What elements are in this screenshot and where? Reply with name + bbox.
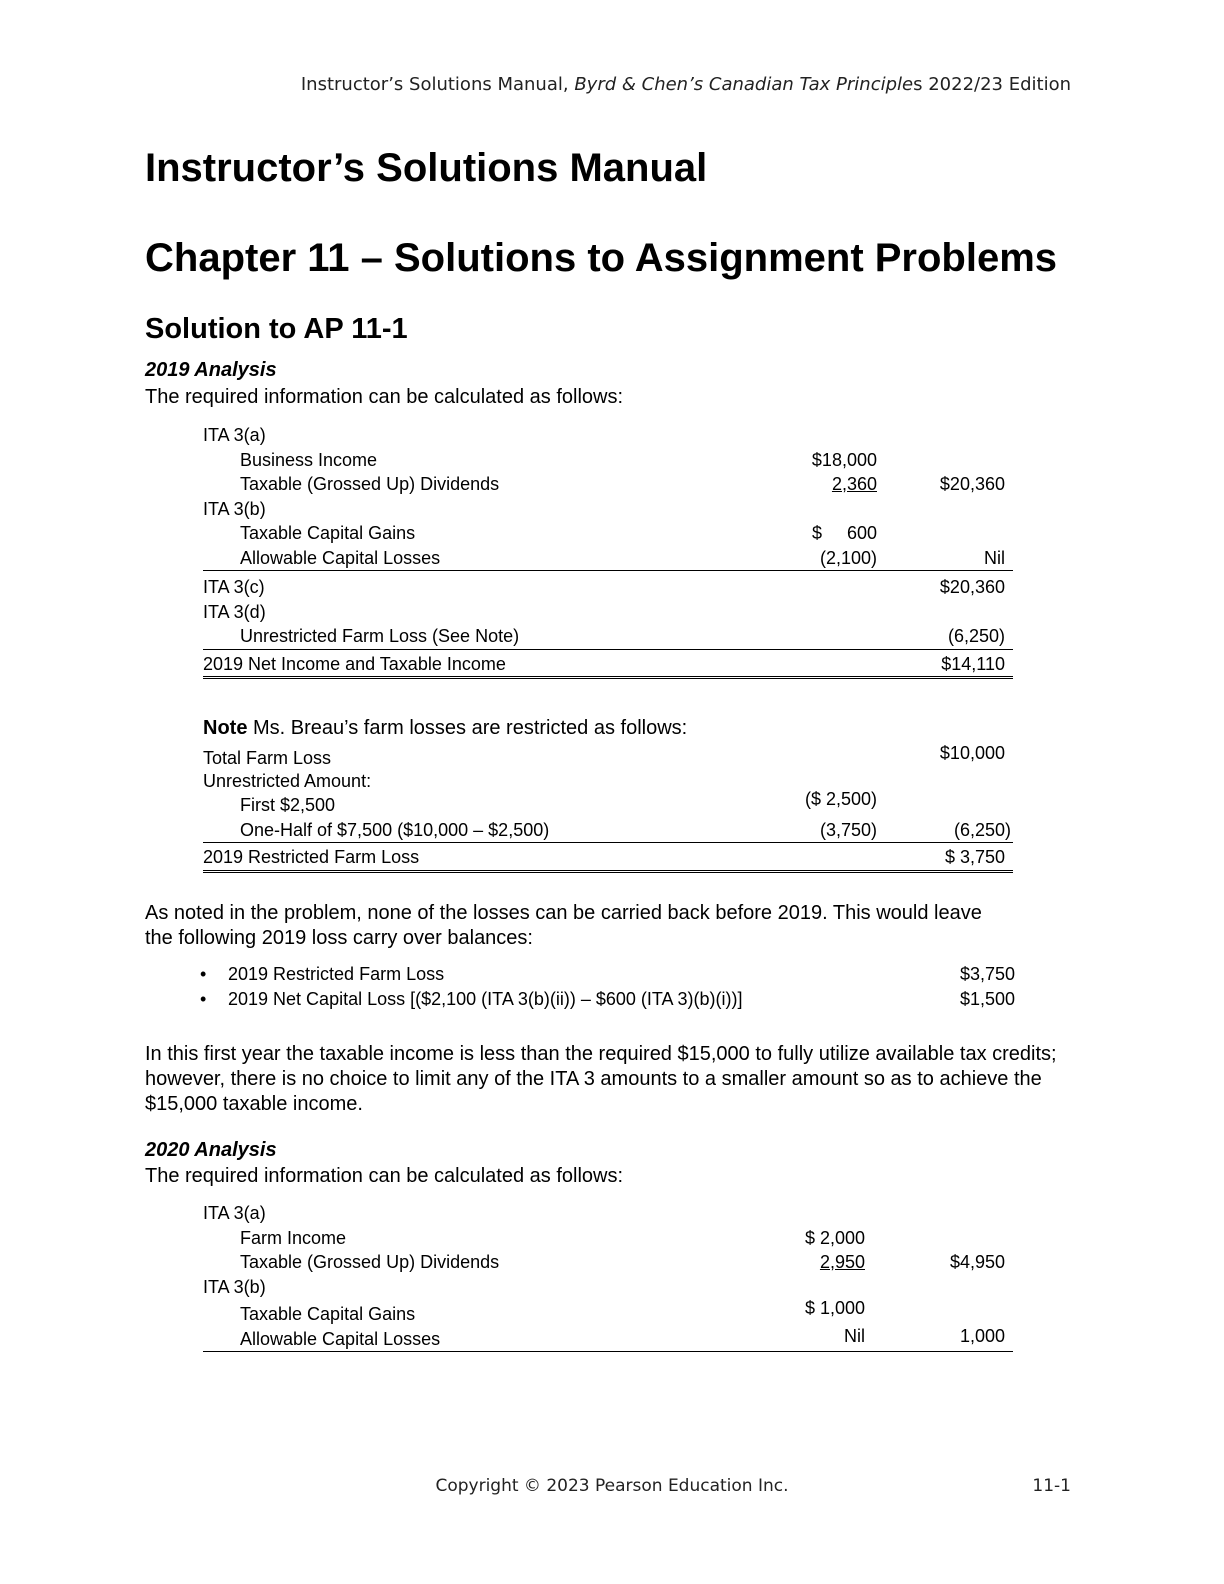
table-2019-analysis	[203, 423, 1013, 679]
manual-title: Instructor’s Solutions Manual	[145, 146, 708, 190]
header-prefix: Instructor’s Solutions Manual,	[300, 74, 575, 95]
row-value-col1: $18,000	[811, 449, 877, 470]
row-value-col1: (2,100)	[819, 547, 877, 568]
row-value-col1: $ 1,000	[804, 1298, 865, 1318]
row-label: Unrestricted Farm Loss (See Note)	[240, 626, 520, 646]
table-row	[203, 521, 1013, 546]
table-row	[203, 769, 1013, 794]
table-row	[203, 546, 1013, 572]
row-value-col1: 2,360	[831, 474, 877, 494]
row-label: Total Farm Loss	[203, 748, 332, 768]
row-label: ITA 3(b)	[203, 1276, 266, 1297]
row-label: Taxable Capital Gains	[240, 1304, 416, 1324]
table-row	[203, 600, 1013, 625]
row-label: Farm Income	[240, 1227, 347, 1248]
row-label: Unrestricted Amount:	[203, 770, 372, 791]
table-row	[203, 575, 1013, 600]
row-value-col2: 1,000	[959, 1325, 1005, 1346]
row-value-col2: (6,250)	[947, 626, 1005, 646]
chapter-title: Chapter 11 – Solutions to Assignment Problems	[145, 236, 1058, 280]
row-value-col1: $ 2,000	[804, 1227, 865, 1248]
row-value-col2: $10,000	[939, 743, 1005, 763]
row-label: ITA 3(c)	[203, 577, 265, 597]
table-row	[203, 1324, 1013, 1352]
row-label: 2019 Restricted Farm Loss	[203, 847, 420, 867]
note-text: Ms. Breau’s farm losses are restricted as follows:	[247, 717, 688, 739]
solution-title: Solution to AP 11-1	[145, 313, 408, 345]
intro-2020: The required information can be calculated as follows:	[145, 1165, 624, 1187]
table-farm-loss	[203, 744, 1013, 873]
row-label: ITA 3(b)	[203, 498, 266, 519]
header-book-title: Byrd & Chen’s Canadian Tax Principle	[574, 74, 914, 95]
header-suffix: s 2022/23 Edition	[913, 74, 1071, 95]
row-value-col1: $ 600	[811, 523, 877, 543]
note-paragraph	[203, 716, 1013, 741]
table-row	[203, 652, 1013, 680]
row-value-col2: $14,110	[941, 653, 1005, 674]
table-row	[203, 624, 1013, 650]
row-value-col1: ($ 2,500)	[804, 789, 877, 809]
row-value-col2: (6,250)	[953, 819, 1011, 840]
bullet-icon: •	[200, 964, 207, 984]
intro-2019: The required information can be calculated as follows:	[145, 386, 624, 408]
footer-page-number: 11-1	[1032, 1476, 1071, 1496]
carryover-list	[200, 962, 1015, 1012]
table-row	[203, 497, 1013, 522]
row-label: Allowable Capital Losses	[240, 1328, 441, 1349]
row-label: First $2,500	[240, 795, 336, 815]
table-row	[203, 743, 1013, 771]
row-label: Business Income	[240, 449, 378, 470]
list-item-amount: $3,750	[959, 964, 1015, 984]
table-row	[203, 1299, 1013, 1324]
row-value-col2: $20,360	[939, 577, 1005, 597]
table-row	[203, 1275, 1013, 1300]
list-item	[200, 987, 1015, 1012]
list-item-amount: $1,500	[959, 989, 1015, 1009]
table-row	[203, 1201, 1013, 1226]
table-row	[203, 1226, 1013, 1251]
footer-copyright: Copyright © 2023 Pearson Education Inc.	[435, 1476, 789, 1496]
table-row	[203, 818, 1013, 844]
running-header	[301, 74, 1071, 95]
heading-2020-analysis: 2020 Analysis	[145, 1139, 277, 1161]
row-value-col1: Nil	[844, 1325, 865, 1346]
list-item-label: 2019 Net Capital Loss [($2,100 (ITA 3(b)(ii)) – $600 (ITA 3)(b)(i))]	[228, 989, 743, 1009]
row-label: Taxable Capital Gains	[240, 523, 416, 543]
heading-2019-analysis: 2019 Analysis	[145, 359, 277, 381]
table-row	[203, 448, 1013, 473]
row-value-col2: $ 3,750	[944, 847, 1005, 867]
row-value-col2: $4,950	[949, 1252, 1005, 1272]
row-label: One-Half of $7,500 ($10,000 – $2,500)	[240, 819, 550, 840]
row-value-col2: $20,360	[939, 474, 1005, 494]
table-row	[203, 472, 1013, 497]
row-label: Taxable (Grossed Up) Dividends	[240, 1252, 500, 1272]
row-value-col1: 2,950	[819, 1252, 865, 1272]
row-value-col2: Nil	[984, 547, 1005, 568]
row-label: ITA 3(d)	[203, 601, 266, 622]
first-year-paragraph: In this first year the taxable income is less than the required $15,000 to fully utilize available tax credits; however, there is no choice to limit any of the ITA 3 amounts to a smaller amount so as to achieve the $15,000 taxable income.	[145, 1043, 1057, 1115]
table-row	[203, 789, 1013, 818]
row-label: ITA 3(a)	[203, 1203, 266, 1223]
note-label: Note	[203, 717, 248, 739]
table-2020-analysis	[203, 1201, 1013, 1352]
row-value-col1: (3,750)	[819, 819, 877, 840]
list-item-label: 2019 Restricted Farm Loss	[228, 964, 445, 984]
table-row	[203, 423, 1013, 448]
row-label: Taxable (Grossed Up) Dividends	[240, 474, 500, 494]
table-row	[203, 1250, 1013, 1275]
carryover-paragraph: As noted in the problem, none of the losses can be carried back before 2019. This would leave the following 2019 loss carry over balances:	[145, 902, 982, 949]
list-item	[200, 962, 1015, 987]
bullet-icon: •	[200, 989, 207, 1009]
table-row	[203, 845, 1013, 873]
row-label: 2019 Net Income and Taxable Income	[203, 653, 506, 674]
row-label: Allowable Capital Losses	[240, 547, 441, 568]
row-label: ITA 3(a)	[203, 425, 266, 445]
